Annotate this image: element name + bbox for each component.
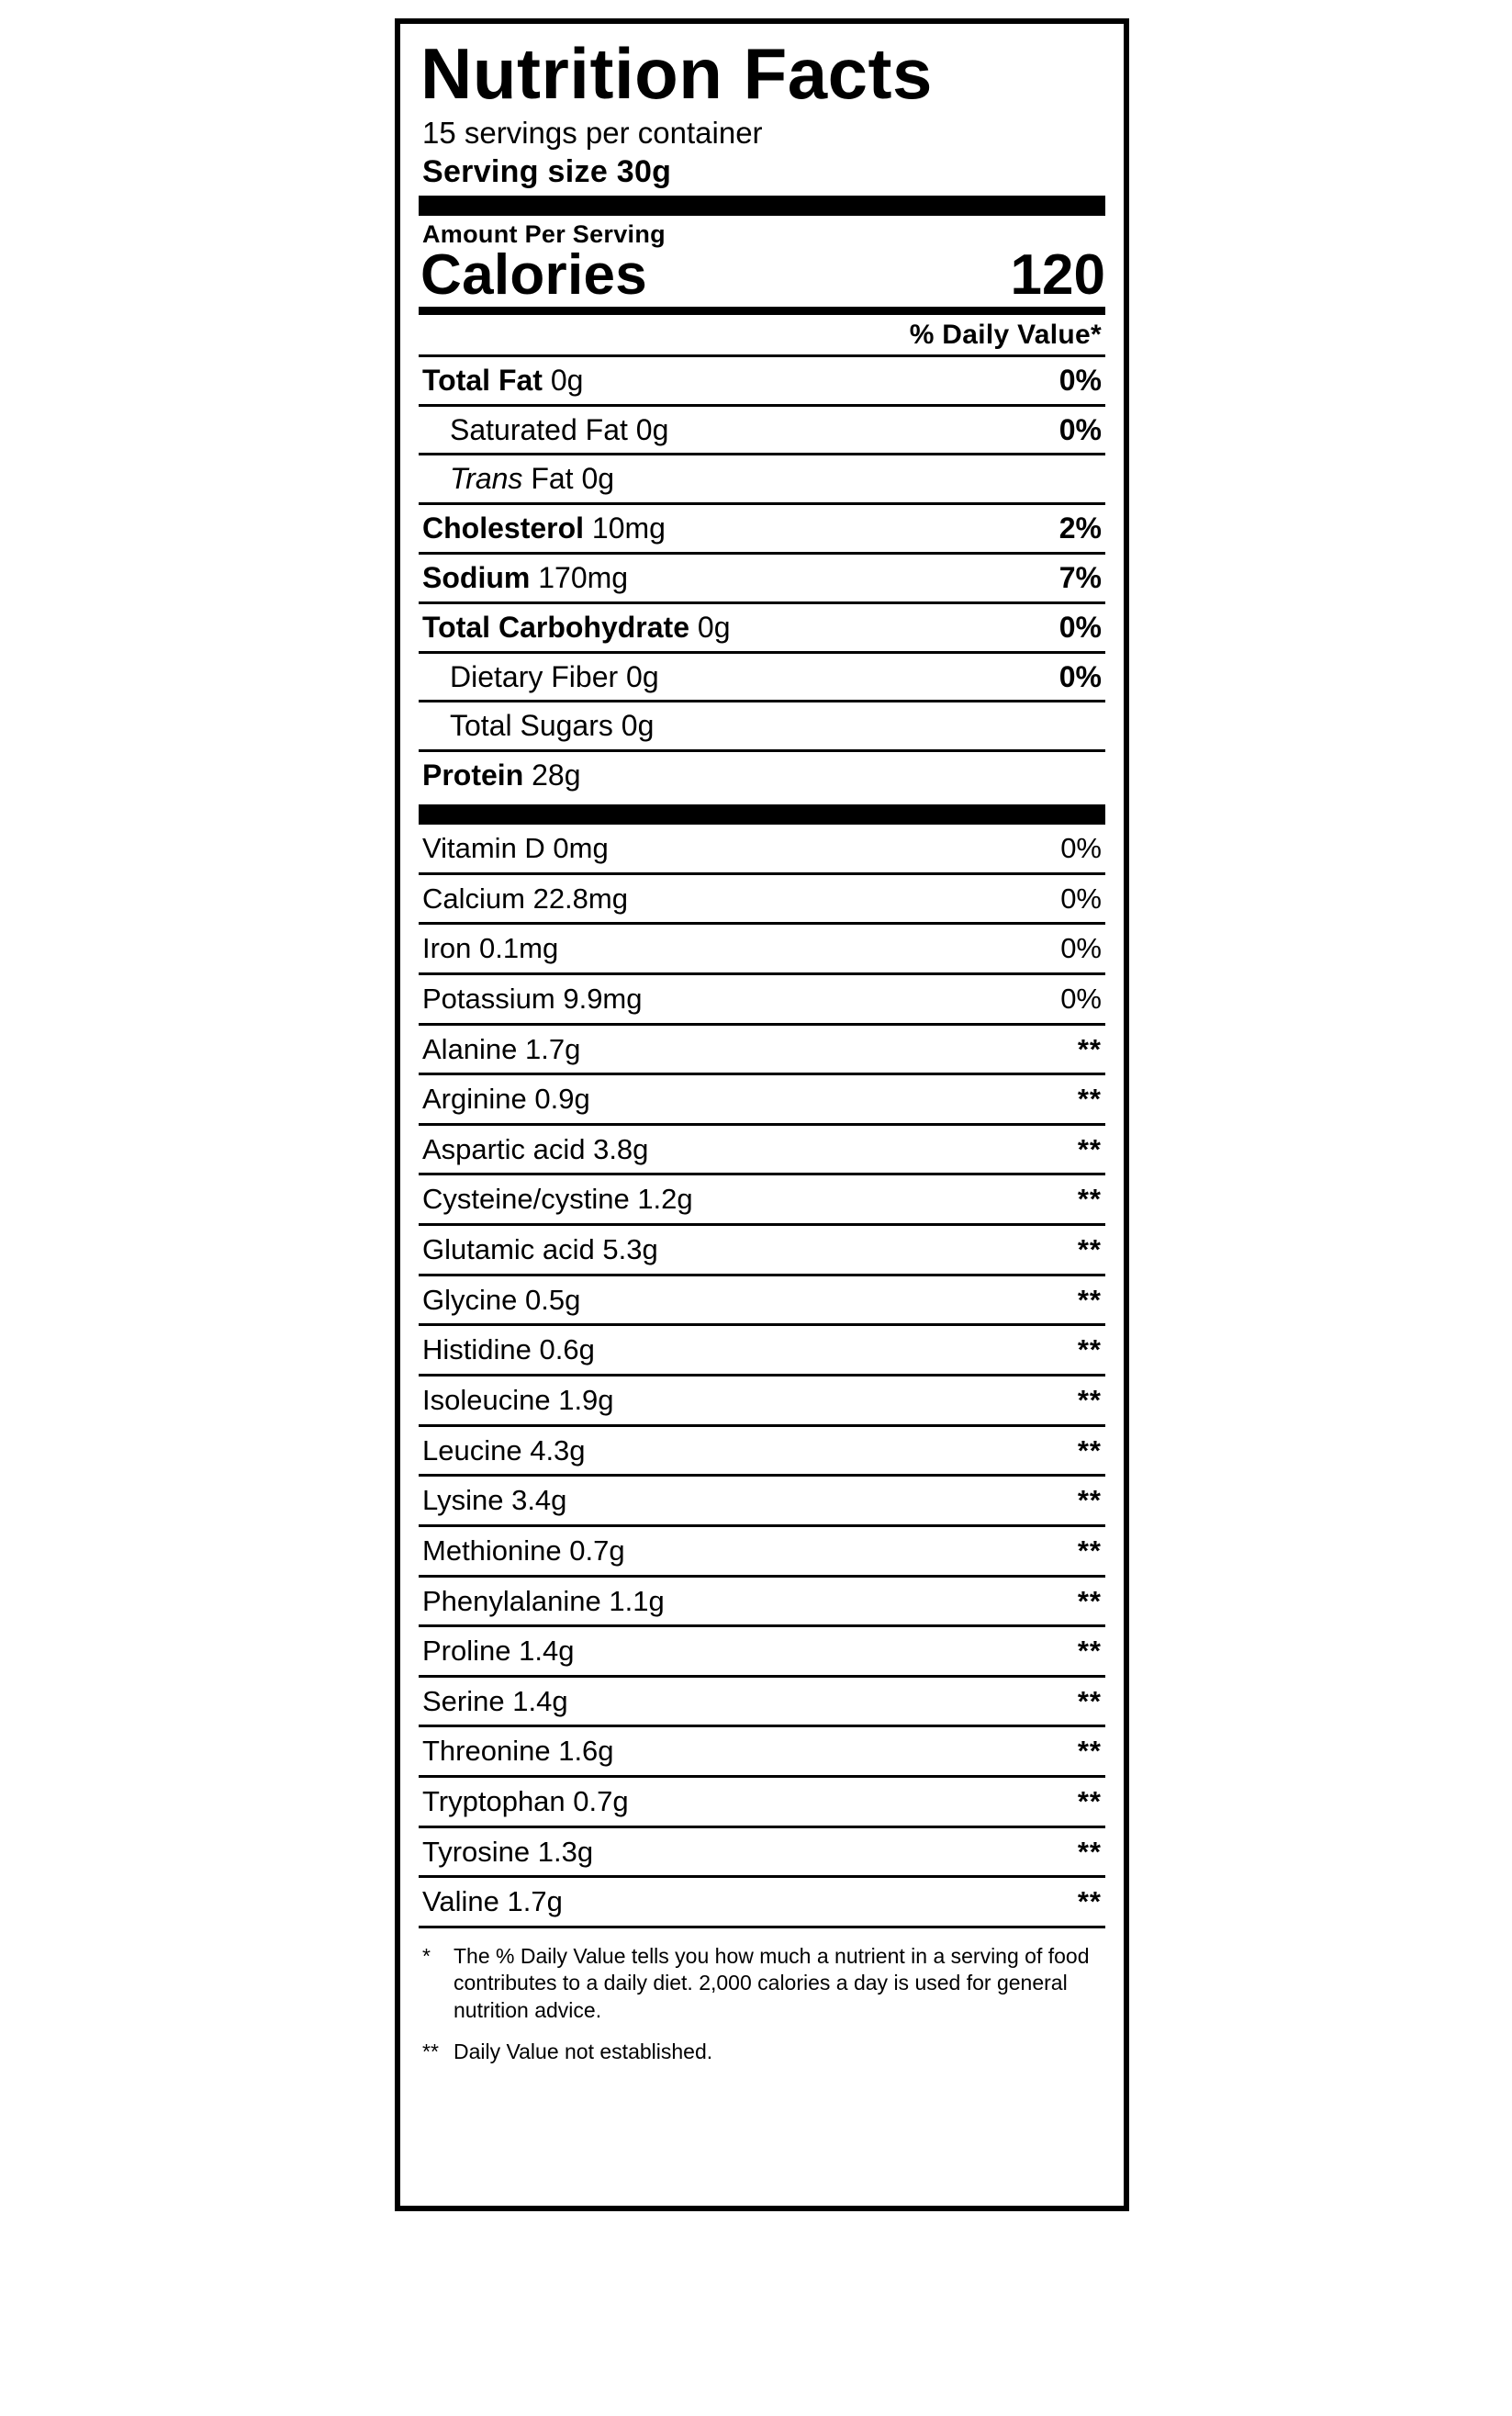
micronutrient-name: Tyrosine 1.3g: [422, 1835, 594, 1868]
list-item: [419, 1226, 1105, 1274]
footnote-text: The % Daily Value tells you how much a nutrient in a serving of food contributes to a daily diet. 2,000 calories a day is used for general nutrition advice.: [454, 1944, 1090, 2022]
nutrient-amount: 28g: [532, 759, 581, 792]
divider-medium-calories: [419, 307, 1105, 315]
list-item: [419, 1477, 1105, 1524]
micronutrient-dv: **: [1077, 1735, 1102, 1768]
list-item: [419, 1377, 1105, 1424]
micronutrient-dv: **: [1077, 1835, 1102, 1868]
list-item: [419, 875, 1105, 923]
serving-size: Serving size 30g: [422, 153, 672, 189]
nutrient-name: [422, 561, 628, 595]
micronutrient-name: Proline 1.4g: [422, 1635, 575, 1668]
table-row: [419, 555, 1105, 601]
list-item: [419, 1527, 1105, 1575]
micronutrient-name: Lysine 3.4g: [422, 1484, 567, 1517]
nutrient-name: [422, 611, 730, 645]
micronutrient-dv: **: [1077, 1032, 1102, 1065]
micronutrient-name: Calcium 22.8mg: [422, 882, 628, 915]
nutrient-name: [422, 660, 659, 694]
micronutrient-name: Valine 1.7g: [422, 1885, 563, 1918]
nutrient-dv: 0%: [1058, 610, 1102, 644]
nutrient-label: Dietary Fiber: [450, 659, 619, 693]
nutrient-amount: Fat 0g: [531, 462, 615, 496]
micronutrient-dv: 0%: [1060, 932, 1102, 965]
footnote-marker: **: [422, 2040, 439, 2064]
footnote-text: Daily Value not established.: [454, 2040, 713, 2064]
micronutrient-dv: **: [1077, 1785, 1102, 1818]
footnote-daily-value: [422, 1943, 1100, 2024]
micronutrient-dv: **: [1077, 1484, 1102, 1517]
nutrient-label: Total Fat: [422, 363, 543, 397]
micronutrient-name: Vitamin D 0mg: [422, 831, 609, 864]
list-item: [419, 1026, 1105, 1073]
micronutrient-dv: 0%: [1060, 882, 1102, 915]
divider-thick-micros: [419, 804, 1105, 825]
table-row: [419, 702, 1105, 749]
list-item: [419, 1326, 1105, 1374]
micronutrient-dv: **: [1077, 1233, 1102, 1266]
table-row: [419, 752, 1105, 799]
micronutrient-name: Aspartic acid 3.8g: [422, 1132, 649, 1165]
micronutrient-name: Arginine 0.9g: [422, 1083, 590, 1116]
amount-per-serving-label: Amount Per Serving: [422, 219, 666, 248]
page-title: Nutrition Facts: [420, 33, 933, 114]
nutrient-amount: 10mg: [591, 511, 666, 545]
nutrient-amount: 170mg: [538, 560, 629, 594]
micronutrient-dv: **: [1077, 1534, 1102, 1567]
nutrient-label: Sodium: [422, 560, 531, 594]
nutrient-label: Protein: [422, 759, 524, 792]
nutrient-dv: 0%: [1058, 412, 1102, 446]
panel-bottom-spacer: [419, 2081, 1105, 2191]
nutrient-label: Trans: [450, 462, 523, 496]
nutrient-amount: 0g: [626, 659, 659, 693]
list-item: [419, 1126, 1105, 1174]
list-item: [419, 925, 1105, 972]
nutrient-name: [422, 709, 654, 743]
list-item: [419, 1828, 1105, 1876]
nutrient-name: [422, 364, 583, 398]
micronutrient-name: Leucine 4.3g: [422, 1433, 586, 1466]
list-item: [419, 1627, 1105, 1675]
list-item: [419, 1578, 1105, 1625]
calories-row: [420, 242, 1105, 307]
micronutrient-name: Threonine 1.6g: [422, 1735, 614, 1768]
list-item: [419, 1878, 1105, 1926]
micronutrient-name: Serine 1.4g: [422, 1684, 568, 1717]
nutrition-facts-panel: [395, 18, 1129, 2211]
list-item: [419, 1727, 1105, 1775]
nutrient-dv: 2%: [1058, 511, 1102, 545]
table-row: [419, 604, 1105, 651]
micronutrient-dv: **: [1077, 1183, 1102, 1216]
nutrient-dv: 7%: [1058, 560, 1102, 594]
micronutrient-dv: **: [1077, 1635, 1102, 1668]
micronutrient-name: Histidine 0.6g: [422, 1333, 595, 1366]
list-item: [419, 1678, 1105, 1725]
nutrient-dv: 0%: [1058, 363, 1102, 397]
micronutrient-name: Glutamic acid 5.3g: [422, 1233, 658, 1266]
micronutrient-dv: **: [1077, 1384, 1102, 1416]
micronutrient-dv: **: [1077, 1885, 1102, 1918]
nutrient-label: Cholesterol: [422, 511, 585, 545]
nutrient-amount: 0g: [621, 709, 655, 743]
footnote-not-established: [422, 2039, 1100, 2065]
nutrient-name: [422, 759, 581, 792]
calories-label: Calories: [420, 242, 648, 307]
nutrient-label: Total Sugars: [450, 709, 613, 743]
micronutrient-name: Potassium 9.9mg: [422, 982, 643, 1015]
micronutrient-name: Iron 0.1mg: [422, 932, 559, 965]
micronutrient-name: Cysteine/cystine 1.2g: [422, 1183, 693, 1216]
calories-value: 120: [1010, 242, 1105, 307]
nutrient-label: Total Carbohydrate: [422, 610, 689, 644]
micronutrient-name: Glycine 0.5g: [422, 1283, 581, 1316]
nutrient-dv: 0%: [1058, 659, 1102, 693]
nutrient-name: [422, 462, 614, 496]
micronutrient-name: Alanine 1.7g: [422, 1032, 581, 1065]
list-item: [419, 1427, 1105, 1475]
table-row: [419, 505, 1105, 552]
table-row: [419, 654, 1105, 701]
nutrient-amount: 0g: [550, 363, 584, 397]
nutrient-name: [422, 413, 668, 447]
micronutrient-name: Methionine 0.7g: [422, 1534, 625, 1567]
nutrient-amount: 0g: [635, 412, 669, 446]
divider-thick-top: [419, 196, 1105, 216]
micronutrient-dv: **: [1077, 1083, 1102, 1116]
micronutrient-dv: **: [1077, 1684, 1102, 1717]
servings-per-container: 15 servings per container: [422, 116, 763, 151]
list-item: [419, 1778, 1105, 1826]
nutrition-facts-inner: [417, 33, 1107, 2191]
daily-value-header: % Daily Value*: [909, 319, 1102, 350]
micronutrient-dv: 0%: [1060, 982, 1102, 1015]
micronutrient-dv: **: [1077, 1433, 1102, 1466]
footnote-marker: *: [422, 1944, 431, 1969]
micronutrient-dv: **: [1077, 1132, 1102, 1165]
list-item: [419, 1276, 1105, 1324]
micronutrient-name: Isoleucine 1.9g: [422, 1384, 614, 1416]
table-row: [419, 357, 1105, 404]
micronutrient-dv: **: [1077, 1333, 1102, 1366]
micronutrient-dv: **: [1077, 1283, 1102, 1316]
table-row: [419, 407, 1105, 454]
micronutrient-dv: 0%: [1060, 831, 1102, 864]
nutrient-name: [422, 511, 666, 545]
table-row: [419, 455, 1105, 502]
nutrient-label: Saturated Fat: [450, 412, 628, 446]
list-item: [419, 975, 1105, 1023]
list-item: [419, 1175, 1105, 1223]
micronutrient-name: Phenylalanine 1.1g: [422, 1584, 665, 1617]
list-item: [419, 1075, 1105, 1123]
micronutrient-name: Tryptophan 0.7g: [422, 1785, 629, 1818]
footnotes: [419, 1943, 1105, 2066]
divider-thin-bottom: [419, 1926, 1105, 1928]
nutrient-amount: 0g: [697, 610, 731, 644]
micronutrient-dv: **: [1077, 1584, 1102, 1617]
list-item: [419, 825, 1105, 872]
